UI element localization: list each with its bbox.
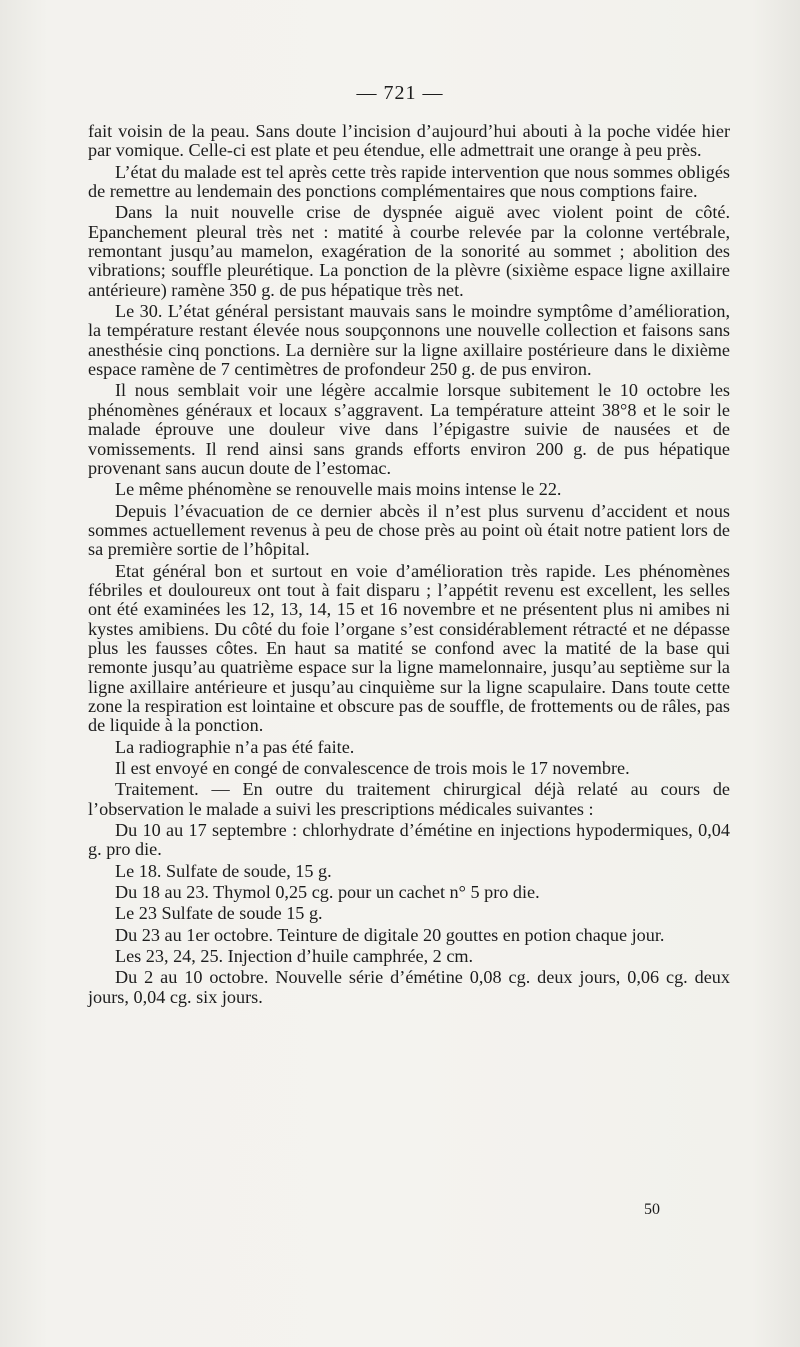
treatment-item: Le 18. Sulfate de soude, 15 g. xyxy=(115,860,332,881)
paragraph-general-state: Etat général bon et surtout en voie d’amélioration très rapide. Les phénomènes fébriles et douloureux ont tout à fait disparu ; l’appétit revenu est excellent, les selles ont été examinées les 12, 13, 14, 15 et 16 novembre et ne présentent plus ni amibes ni kystes amibiens. Du côté du foie l’organe s’est considérablement rétracté et ne dépasse plus les fausses côtes. En haut sa matité se confond avec la matité de la base qui remonte jusqu’au quatrième espace sur la ligne mamelonnaire, jusqu’au septième sur la ligne axillaire antérieure et jusqu’au cinquième sur la ligne scapulaire. Dans toute cette zone la respiration est lointaine et obscure pas de souffle, de frottements ou de râles, pas de liquide à la ponction. xyxy=(88,560,730,736)
paragraph-evacuation: Depuis l’évacuation de ce dernier abcès il n’est plus survenu d’accident et nous sommes actuellement revenus à peu de chose près au point où était notre patient lors de sa première sortie de l’hôpital. xyxy=(88,500,730,560)
paragraph-post-intervention: L’état du malade est tel après cette très rapide intervention que nous sommes obligés de remettre au lendemain des ponctions complémentaires que nous comptions faire. xyxy=(88,161,730,202)
paragraph-day-30: Le 30. L’état général persistant mauvais sans le moindre symptôme d’amélioration, la température restant élevée nous soupçonnons une nouvelle collection et faisons sans anesthésie cinq ponctions. La dernière sur la ligne axillaire postérieure dans le dixième espace ramène de 7 centimètres de profondeur 250 g. de pus environ. xyxy=(88,301,730,380)
treatment-item: Du 2 au 10 octobre. Nouvelle série d’émétine 0,08 cg. deux jours, 0,06 cg. deux jours, 0,04 cg. six jours. xyxy=(88,967,730,1007)
paragraph-night-crisis: Dans la nuit nouvelle crise de dyspnée aiguë avec violent point de côté. Epanchement pleural très net : matité à courbe relevée par la colonne vertébrale, remontant jusqu’au mamelon, exagération de la sonorité au sommet ; abolition des vibrations; souffle pleurétique. La ponction de la plèvre (sixième espace ligne axillaire antérieure) ramène 350 g. de pus hépatique très net. xyxy=(88,202,730,300)
treatment-item: Du 18 au 23. Thymol 0,25 cg. pour un cachet n° 5 pro die. xyxy=(115,882,540,903)
paragraph-radiography: La radiographie n’a pas été faite. xyxy=(115,736,355,757)
treatment-item: Les 23, 24, 25. Injection d’huile camphrée, 2 cm. xyxy=(115,946,474,967)
page-number: — 721 — xyxy=(356,82,444,104)
paragraph-continuation: fait voisin de la peau. Sans doute l’incision d’aujourd’hui abouti à la poche vidée hier par vomique. Celle-ci est plate et peu étendue, elle admettrait une orange à peu près. xyxy=(88,121,730,161)
treatment-item: Du 23 au 1er octobre. Teinture de digitale 20 gouttes en potion chaque jour. xyxy=(115,924,665,945)
paragraph-convalescence: Il est envoyé en congé de convalescence de trois mois le 17 novembre. xyxy=(115,758,630,778)
treatment-item: Du 10 au 17 septembre : chlorhydrate d’émétine en injections hypodermiques, 0,04 g. pro die. xyxy=(88,820,730,860)
treatment-item: Le 23 Sulfate de soude 15 g. xyxy=(115,903,323,924)
body-text xyxy=(88,122,730,1007)
paragraph-day-22: Le même phénomène se renouvelle mais moins intense le 22. xyxy=(115,479,562,500)
signature-mark: 50 xyxy=(644,1201,660,1218)
paragraph-october-10: Il nous semblait voir une légère accalmie lorsque subitement le 10 octobre les phénomènes généraux et locaux s’aggravent. La température atteint 38°8 et le soir le malade éprouve une douleur vive dans l’épigastre suivie de nausées et de vomissements. Il rend ainsi sans grands efforts environ 200 g. de pus hépatique provenant sans aucun doute de l’estomac. xyxy=(88,380,730,478)
paragraph-treatment: Traitement. — En outre du traitement chirurgical déjà relaté au cours de l’observation le malade a suivi les prescriptions médicales suivantes : xyxy=(88,779,730,819)
